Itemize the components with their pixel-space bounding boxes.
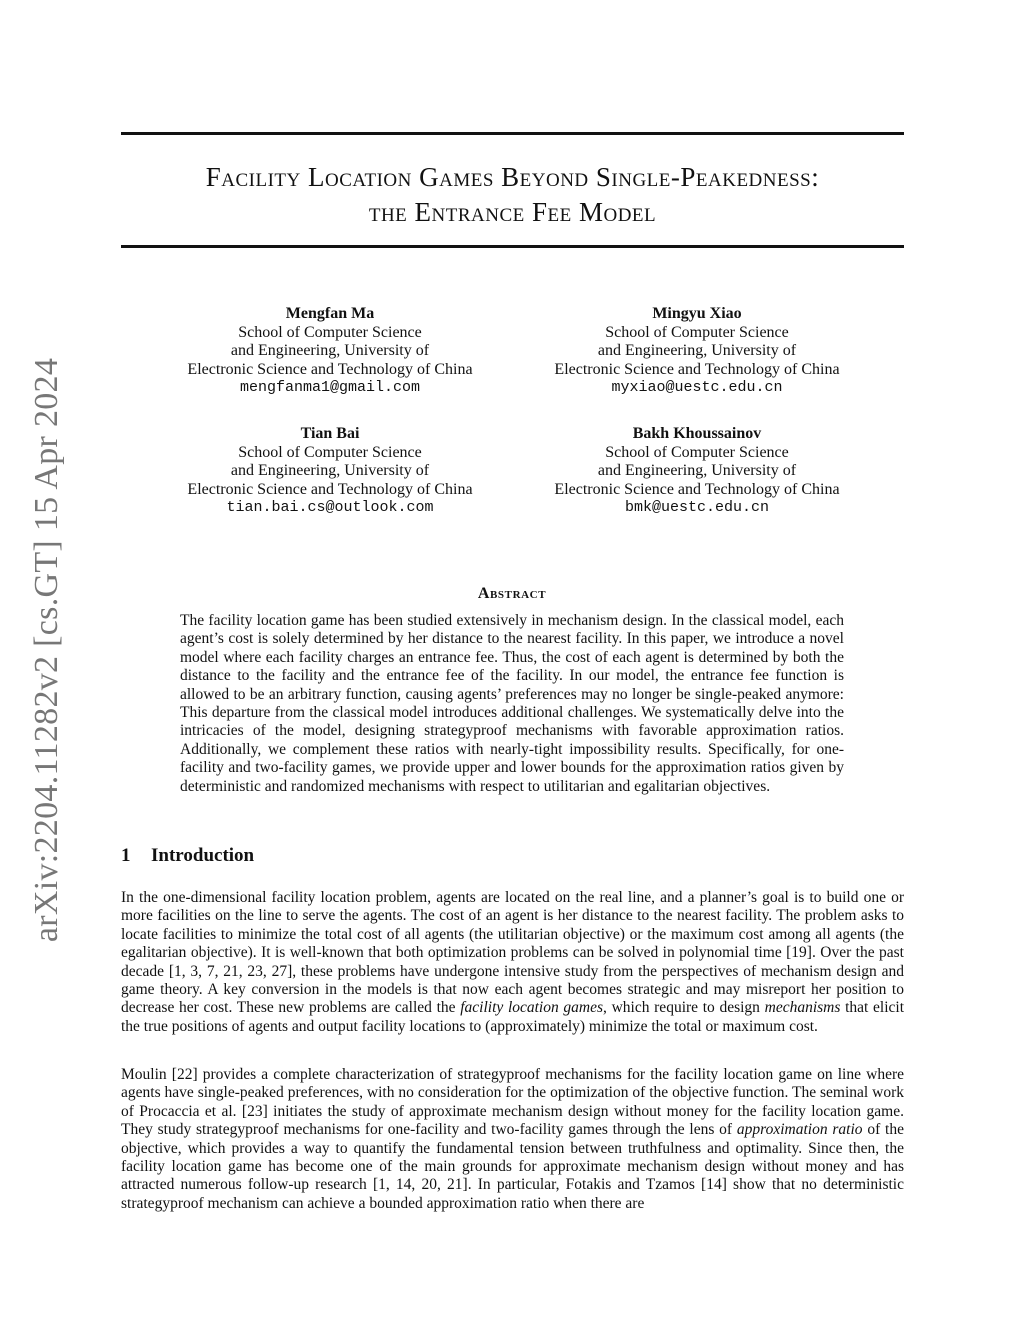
author-email: bmk@uestc.edu.cn [624,499,770,516]
section-heading [121,845,254,867]
paragraph-text: In the one-dimensional facility location problem, agents are located on the real line, and a planner’s goal is to build one or more facilities on the line to serve the agents. The cost of an agent is her distance to the nearest facility. The problem asks to locate facilities to minimize the total cost of all agents (the utilitarian objective) or the maximum cost among all agents (the egalitarian objective). It is well-known that both optimization problems can be solved in polynomial time [19]. Over the past decade [1, 3, 7, 21, 23, 27], these problems have undergone intensive study from the perspectives of mechanism design and game theory. A key conversion in the models is that now each agent becomes strategic and may misreport her position to decrease her cost. These new problems are called the [121,889,904,1017]
emphasis-text: mechanisms [764,999,841,1017]
author-name: Mingyu Xiao [652,305,742,322]
paragraph-text: , which require to design [603,999,765,1017]
author-card [517,305,877,398]
paragraph-text: Moulin [22] provides a complete characterization of strategyproof mechanisms for the facility location game on line where agents have single-peaked preferences, with no consideration for the optimization of the objective function. The seminal work of Procaccia et al. [23] initiates the study of approximate mechanism design without money for the facility location game. They study strategyproof mechanisms for one-facility and two-facility games through the lens of [121,1066,904,1139]
paper-title-line-2: the Entrance Fee Model [368,197,657,227]
author-card [150,425,510,518]
intro-paragraph-2 [121,1066,904,1213]
arxiv-side-identifier: arXiv:2204.11282v2 [cs.GT] 15 Apr 2024 [28,357,65,943]
paragraph-text: of the objective, which provides a way to quantify the fundamental tension between truthfulness and optimality. Since then, the facility location game has become one of the main grounds for approximate mechanism design without money and has attracted numerous follow-up research [1, 14, 20, 21]. In particular, Fotakis and Tzamos [14] show that no deterministic strategyproof mechanism can achieve a bounded approximation ratio when there are [121,1121,904,1212]
title-top-rule [121,132,904,135]
emphasis-text: facility location games [460,999,604,1017]
arxiv-side-identifier-box [22,350,72,950]
author-name: Mengfan Ma [285,305,375,322]
abstract-heading: Abstract [477,585,547,602]
author-affiliation-line: School of Computer Science [238,323,422,341]
author-affiliation-line: Electronic Science and Technology of China [187,480,473,498]
author-affiliation-line: Electronic Science and Technology of China [554,480,840,498]
paragraph-text: that elicit the true positions of agents and output facility locations to (approximately) minimize the total or maximum cost. [121,999,904,1035]
intro-paragraph-1 [121,889,904,1036]
author-affiliation-line: and Engineering, University of [230,342,430,359]
title-bottom-rule [121,245,904,248]
section-title: Introduction [151,845,255,866]
author-name: Bakh Khoussainov [632,425,762,442]
abstract-text: The facility location game has been studied extensively in mechanism design. In the classical model, each agent’s cost is solely determined by her distance to the nearest facility. In this paper, we introduce a novel model where each facility charges an entrance fee. Thus, the cost of each agent is determined by both the distance to the facility and the entrance fee of the facility. In our model, the entrance fee function is allowed to be an arbitrary function, causing agents’ preferences may no longer be single-peaked anymore: This departure from the classical model introduces additional challenges. We systematically delve into the intricacies of the model, designing strategyproof mechanisms with favorable approximation ratios. Additionally, we complement these ratios with nearly-tight impossibility results. Specifically, for one-facility and two-facility games, we provide upper and lower bounds for the approximation ratios given by deterministic and randomized mechanisms with respect to utilitarian and egalitarian objectives. [180,612,844,795]
paper-title [121,160,904,230]
author-email: myxiao@uestc.edu.cn [611,379,783,396]
paper-title-line-1: Facility Location Games Beyond Single-Peakedness: [205,162,820,192]
author-affiliation-line: and Engineering, University of [597,462,797,479]
author-name: Tian Bai [300,425,360,442]
author-affiliation-line: and Engineering, University of [230,462,430,479]
author-email: mengfanma1@gmail.com [239,379,421,396]
section-number: 1 [121,845,131,866]
author-affiliation-line: and Engineering, University of [597,342,797,359]
author-affiliation-line: Electronic Science and Technology of China [187,360,473,378]
author-affiliation-line: School of Computer Science [605,323,789,341]
emphasis-text: approximation ratio [736,1121,863,1139]
author-affiliation-line: Electronic Science and Technology of China [554,360,840,378]
author-card [150,305,510,398]
author-affiliation-line: School of Computer Science [605,443,789,461]
author-email: tian.bai.cs@outlook.com [226,499,434,516]
author-affiliation-line: School of Computer Science [238,443,422,461]
author-card [517,425,877,518]
